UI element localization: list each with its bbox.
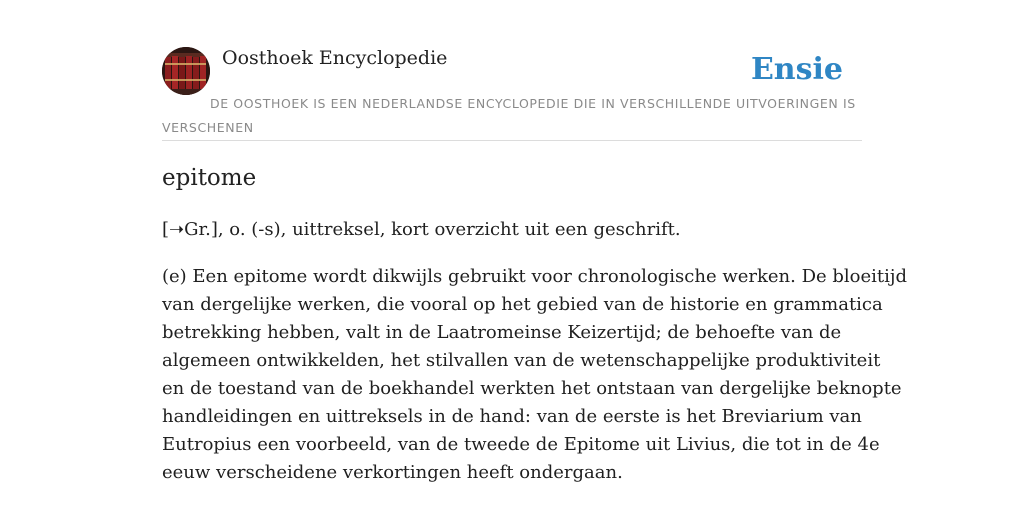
body-line: van dergelijke werken, die vooral op het gebied van de historie en grammatica [162, 294, 883, 315]
brand-logo-link[interactable]: Ensie [750, 52, 843, 87]
body-line: en de toestand van de boekhandel werkten het ontstaan van dergelijke beknopte [162, 378, 902, 399]
body-line: eeuw verscheidene verkortingen heeft ondergaan. [162, 462, 623, 483]
site-tagline: DE OOSTHOEK IS EEN NEDERLANDSE ENCYCLOPEDIE DIE IN VERSCHILLENDE UITVOERINGEN IS VERSCHENEN [162, 96, 856, 135]
body-line: handleidingen en uittreksels in de hand: van de eerste is het Breviarium van [162, 406, 862, 427]
entry-body [162, 263, 908, 487]
site-header [162, 46, 862, 141]
body-line: (e) Een epitome wordt dikwijls gebruikt voor chronologische werken. De bloeitijd [162, 266, 908, 287]
entry-title: epitome [162, 165, 257, 191]
body-line: algemeen ontwikkelden, het stilvallen van de wetenschappelijke produktiviteit [162, 350, 881, 371]
site-title[interactable]: Oosthoek Encyclopedie [222, 47, 448, 69]
body-line: Eutropius een voorbeeld, van de tweede de Epitome uit Livius, die tot in de 4e [162, 434, 880, 455]
body-line: betrekking hebben, valt in de Laatromeinse Keizertijd; de behoefte van de [162, 322, 842, 343]
encyclopedia-books-icon[interactable] [162, 47, 210, 95]
entry-definition: [➝Gr.], o. (-s), uittreksel, kort overzicht uit een geschrift. [162, 219, 681, 240]
